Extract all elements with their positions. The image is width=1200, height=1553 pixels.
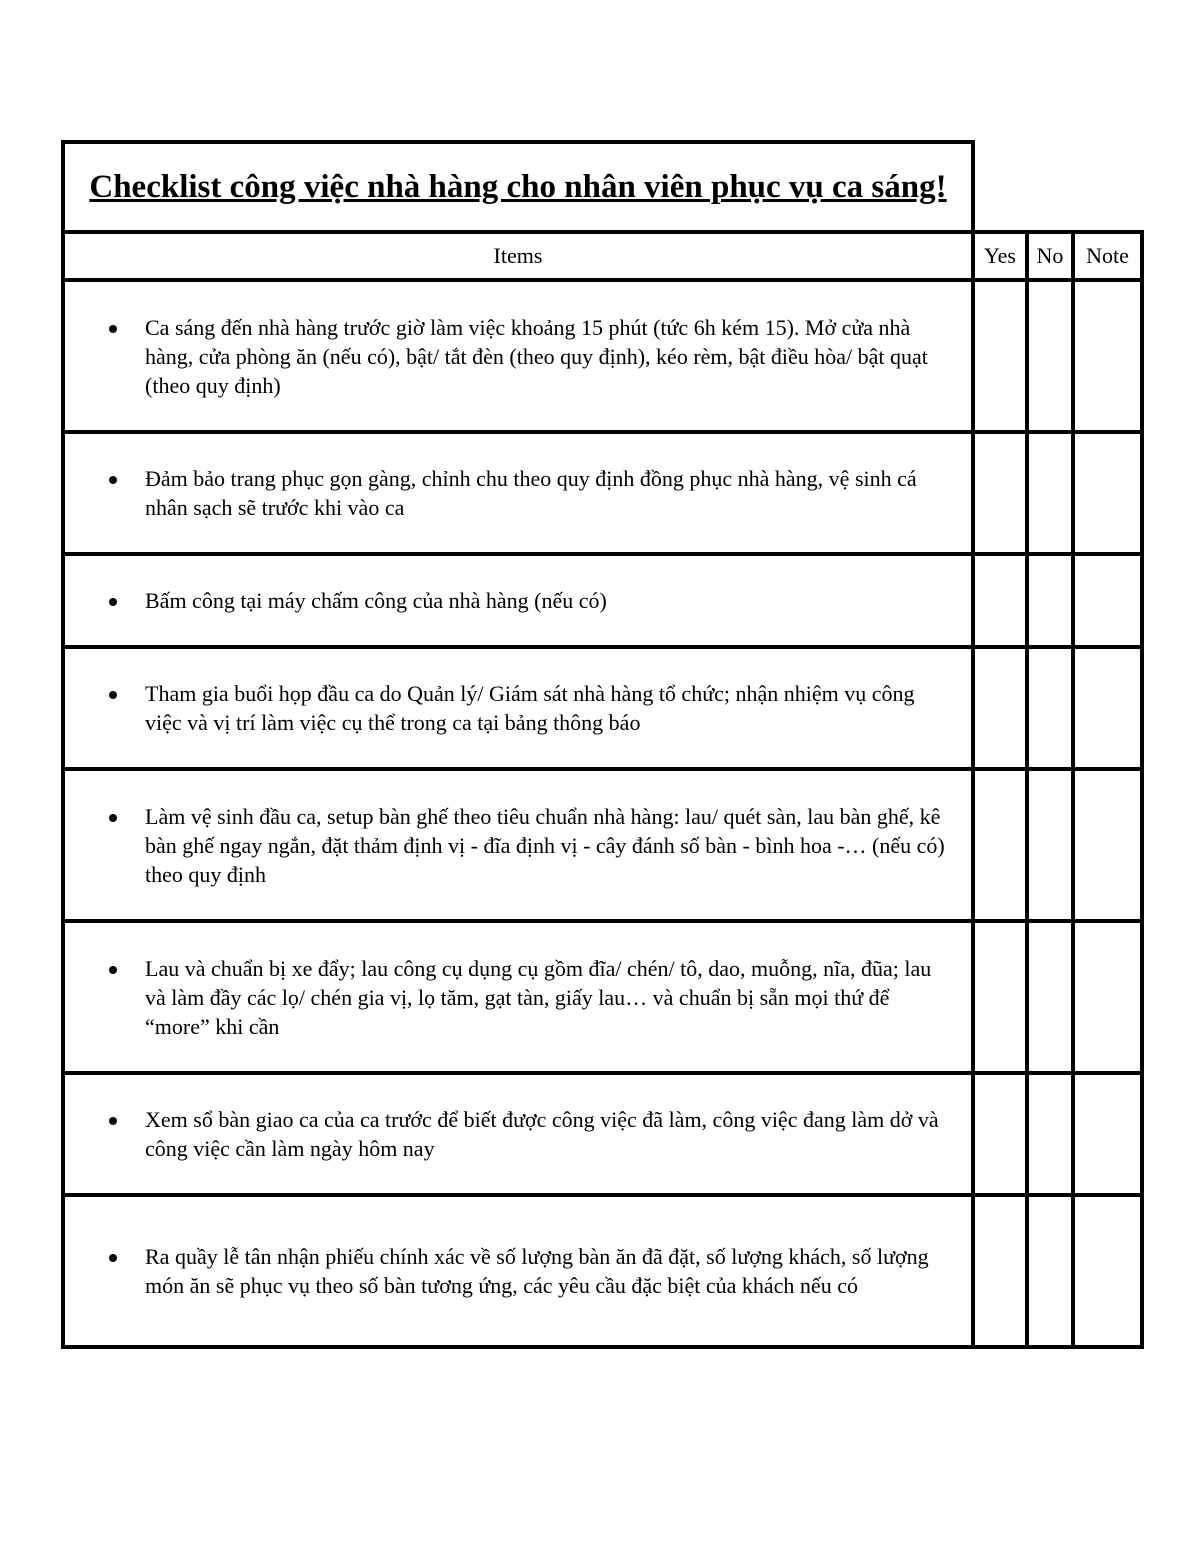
yes-cell[interactable] [973, 554, 1027, 647]
item-cell [63, 769, 973, 921]
note-cell[interactable] [1073, 1195, 1142, 1347]
no-cell[interactable] [1027, 769, 1073, 921]
yes-cell[interactable] [973, 432, 1027, 554]
table-row [63, 769, 1142, 921]
item-cell [63, 432, 973, 554]
no-cell[interactable] [1027, 921, 1073, 1073]
item-text: Ca sáng đến nhà hàng trước giờ làm việc khoảng 15 phút (tức 6h kém 15). Mở cửa nhà hàng, cửa phòng ăn (nếu có), bật/ tắt đèn (theo quy định), kéo rèm, bật điều hòa/ bật quạt (theo quy định) [145, 314, 928, 398]
item-cell [63, 1073, 973, 1195]
note-cell[interactable] [1073, 432, 1142, 554]
no-cell[interactable] [1027, 1073, 1073, 1195]
table-row [63, 280, 1142, 432]
table-row [63, 921, 1142, 1073]
bullet-icon [109, 598, 117, 606]
title-row [63, 142, 1142, 232]
column-header-note: Note [1073, 232, 1142, 280]
item-text: Lau và chuẩn bị xe đẩy; lau công cụ dụng cụ gồm đĩa/ chén/ tô, dao, muỗng, nĩa, đũa; lau và làm đầy các lọ/ chén gia vị, lọ tăm, gạt tàn, giấy lau… và chuẩn bị sẵn mọi thứ để “more” khi cần [145, 955, 932, 1039]
item-text: Ra quầy lễ tân nhận phiếu chính xác về số lượng bàn ăn đã đặt, số lượng khách, số lượng món ăn sẽ phục vụ theo số bàn tương ứng, các yêu cầu đặc biệt của khách nếu có [145, 1244, 929, 1298]
table-row [63, 432, 1142, 554]
note-cell[interactable] [1073, 647, 1142, 769]
no-cell[interactable] [1027, 554, 1073, 647]
no-cell[interactable] [1027, 280, 1073, 432]
bullet-icon [109, 476, 117, 484]
table-row [63, 1073, 1142, 1195]
yes-cell[interactable] [973, 769, 1027, 921]
item-text: Bấm công tại máy chấm công của nhà hàng (nếu có) [145, 588, 607, 613]
yes-cell[interactable] [973, 921, 1027, 1073]
yes-cell[interactable] [973, 1195, 1027, 1347]
note-cell[interactable] [1073, 280, 1142, 432]
column-header-yes: Yes [973, 232, 1027, 280]
no-cell[interactable] [1027, 432, 1073, 554]
bullet-icon [109, 1117, 117, 1125]
no-cell[interactable] [1027, 1195, 1073, 1347]
blank-corner [973, 142, 1142, 232]
item-cell [63, 280, 973, 432]
bullet-icon [109, 325, 117, 333]
table-row [63, 647, 1142, 769]
yes-cell[interactable] [973, 280, 1027, 432]
item-text: Xem sổ bàn giao ca của ca trước để biết được công việc đã làm, công việc đang làm dở và công việc cần làm ngày hôm nay [145, 1107, 939, 1161]
note-cell[interactable] [1073, 554, 1142, 647]
no-cell[interactable] [1027, 647, 1073, 769]
checklist-table [61, 140, 1144, 1349]
item-cell [63, 1195, 973, 1347]
note-cell[interactable] [1073, 769, 1142, 921]
bullet-icon [109, 814, 117, 822]
yes-cell[interactable] [973, 647, 1027, 769]
item-cell [63, 921, 973, 1073]
item-cell [63, 647, 973, 769]
bullet-icon [109, 691, 117, 699]
column-header-no: No [1027, 232, 1073, 280]
title-cell [63, 142, 973, 232]
yes-cell[interactable] [973, 1073, 1027, 1195]
bullet-icon [109, 966, 117, 974]
bullet-icon [109, 1254, 117, 1262]
note-cell[interactable] [1073, 921, 1142, 1073]
table-row [63, 1195, 1142, 1347]
table-row [63, 554, 1142, 647]
header-row [63, 232, 1142, 280]
page-title: Checklist công việc nhà hàng cho nhân viên phục vụ ca sáng! [89, 169, 947, 205]
item-text: Làm vệ sinh đầu ca, setup bàn ghế theo tiêu chuẩn nhà hàng: lau/ quét sàn, lau bàn ghế, kê bàn ghế ngay ngắn, đặt thảm định vị - đĩa định vị - cây đánh số bàn - bình hoa -… (nếu có) theo quy định [145, 803, 945, 887]
item-text: Tham gia buổi họp đầu ca do Quản lý/ Giám sát nhà hàng tổ chức; nhận nhiệm vụ công việc và vị trí làm việc cụ thể trong ca tại bảng thông báo [145, 681, 915, 735]
item-text: Đảm bảo trang phục gọn gàng, chỉnh chu theo quy định đồng phục nhà hàng, vệ sinh cá nhân sạch sẽ trước khi vào ca [145, 466, 917, 520]
note-cell[interactable] [1073, 1073, 1142, 1195]
item-cell [63, 554, 973, 647]
column-header-items: Items [63, 232, 973, 280]
